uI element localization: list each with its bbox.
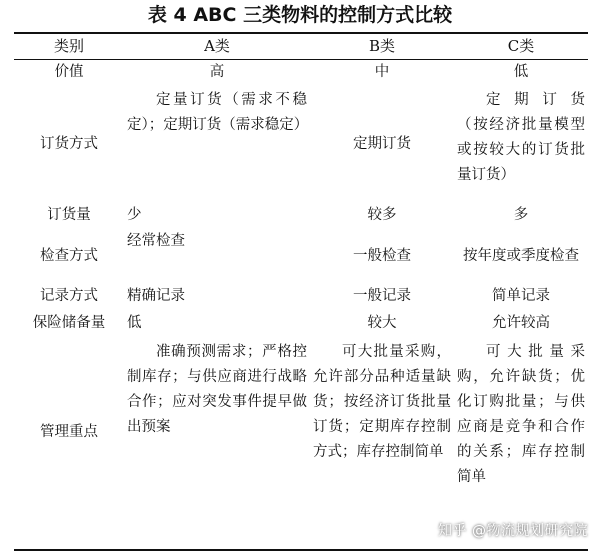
cell-a: 准确预测需求；严格控制库存；与供应商进行战略合作；应对突发事件提早做出预案 (127, 344, 307, 435)
row-label: 价值 (54, 64, 84, 80)
cell-a: 低 (127, 315, 142, 331)
comparison-table (14, 34, 588, 527)
row-label: 管理重点 (40, 423, 98, 440)
table-row-order-method (14, 86, 588, 202)
row-label: 记录方式 (40, 288, 98, 304)
cell-a: 少 (127, 207, 142, 223)
cell-c: 多 (513, 207, 529, 223)
cell-b: 可大批量采购，允许部分品种适量缺货；按经济订货批量订货；定期库存控制方式；库存控制简单 (313, 344, 451, 460)
row-label: 订货方式 (40, 135, 98, 152)
cell-b: 较多 (367, 207, 397, 223)
cell-c: 定 期 订 货（按经济批量模型或按较大的订货批量订货） (457, 92, 585, 183)
cell-b: 一般记录 (353, 288, 411, 304)
cell-b: 一般检查 (353, 247, 411, 264)
table-header-row (14, 34, 588, 59)
header-class-c: C类 (507, 37, 535, 55)
table-row-inspection (14, 229, 588, 283)
cell-b: 中 (374, 64, 390, 80)
header-class-a: A类 (204, 37, 230, 55)
cell-a: 精确记录 (127, 288, 185, 304)
cell-c: 简单记录 (492, 288, 550, 304)
table-bottom-rule (14, 549, 588, 551)
cell-c: 允许较高 (492, 315, 550, 331)
table-row-safety-stock (14, 310, 588, 337)
table-row-value (14, 59, 588, 86)
cell-a: 经常检查 (127, 233, 185, 249)
cell-c: 低 (513, 64, 529, 80)
cell-b: 较大 (367, 315, 397, 331)
row-label: 订货量 (47, 207, 91, 223)
cell-b: 定期订货 (353, 135, 411, 152)
cell-a: 定量订货（需求不稳定）；定期订货（需求稳定） (127, 92, 309, 133)
row-label: 检查方式 (40, 247, 98, 264)
header-category: 类别 (53, 37, 84, 55)
cell-a: 高 (209, 64, 225, 80)
table-row-recording (14, 283, 588, 310)
table-row-order-qty (14, 202, 588, 229)
row-label: 保险储备量 (32, 315, 106, 331)
cell-c: 按年度或季度检查 (463, 247, 579, 264)
table-title: 表 4 ABC 三类物料的控制方式比较 (147, 4, 453, 26)
watermark: 知乎 @物流规划研究院 (438, 523, 588, 539)
cell-c: 可大批量采购，允许缺货；优化订购批量；与供应商是竞争和合作的关系；库存控制简单 (457, 344, 585, 485)
table-row-management-focus (14, 337, 588, 527)
header-class-b: B类 (368, 37, 396, 55)
